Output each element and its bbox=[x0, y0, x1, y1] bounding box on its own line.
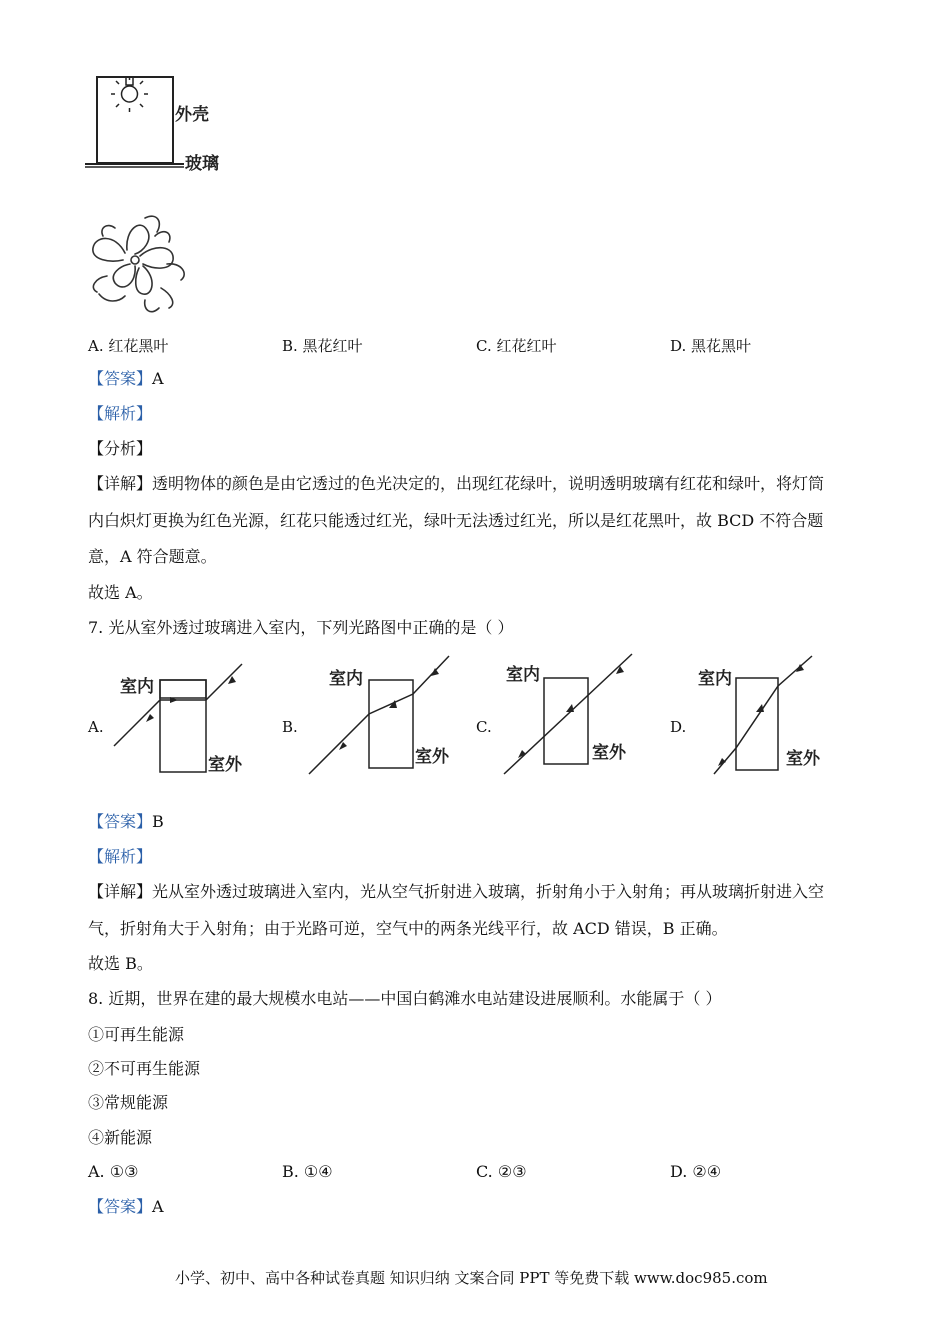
indoor-label: 室内 bbox=[698, 669, 732, 689]
indoor-label: 室内 bbox=[329, 669, 363, 689]
q6-detail-line-1 bbox=[88, 474, 824, 494]
q8-question: 8. 近期，世界在建的最大规模水电站——中国白鹤滩水电站建设进展顺利。水能属于（ ） bbox=[88, 989, 722, 1008]
q6-detail-line-2: 内白炽灯更换为红色光源，红花只能透过红光，绿叶无法透过红光，所以是红花黑叶，故 BCD 不符合题 bbox=[88, 511, 824, 530]
q6-option-d: D. 黑花黑叶 bbox=[670, 337, 752, 355]
q6-option-a: A. 红花黑叶 bbox=[88, 337, 169, 355]
indoor-label: 室内 bbox=[506, 665, 540, 685]
lamp-housing-figure bbox=[80, 70, 240, 180]
indoor-label: 室内 bbox=[120, 677, 154, 697]
footer-text: 小学、初中、高中各种试卷真题 知识归纳 文案合同 PPT 等免费下载 www.doc985.com bbox=[175, 1269, 768, 1287]
q8-item-2: ②不可再生能源 bbox=[88, 1059, 201, 1078]
q7-detail-line-2: 气，折射角大于入射角；由于光路可逆，空气中的两条光线平行，故 ACD 错误，B 正确。 bbox=[88, 919, 728, 938]
q7-diagram-c bbox=[498, 650, 658, 776]
q7-analysis-tag: 【解析】 bbox=[88, 847, 153, 866]
q6-detail-line-3: 意，A 符合题意。 bbox=[88, 547, 217, 566]
q8-item-3: ③常规能源 bbox=[88, 1093, 169, 1112]
q7-fig-c-label: C. bbox=[476, 718, 492, 736]
q7-detail-line-1 bbox=[88, 882, 824, 902]
answer-value: A bbox=[152, 369, 164, 388]
q8-option-a: A. ①③ bbox=[88, 1162, 139, 1181]
q8-option-b: B. ①④ bbox=[282, 1162, 333, 1181]
q8-item-4: ④新能源 bbox=[88, 1128, 153, 1147]
outdoor-label: 室外 bbox=[786, 749, 820, 769]
q6-option-b: B. 黑花红叶 bbox=[282, 337, 363, 355]
detail-tag: 【详解】 bbox=[88, 882, 153, 901]
detail-text: 透明物体的颜色是由它透过的色光决定的，出现红花绿叶，说明透明玻璃有红花和绿叶，将灯筒 bbox=[152, 474, 825, 493]
q6-option-c: C. 红花红叶 bbox=[476, 337, 557, 355]
q7-diagram-d bbox=[694, 652, 854, 778]
q8-option-d: D. ②④ bbox=[670, 1162, 722, 1181]
q7-diagram-a bbox=[110, 660, 260, 780]
q7-diagram-b bbox=[305, 652, 465, 778]
detail-tag: 【详解】 bbox=[88, 474, 153, 493]
answer-tag: 【答案】 bbox=[88, 1197, 153, 1216]
q6-answer bbox=[88, 369, 164, 389]
q7-fig-a-label: A. bbox=[88, 718, 104, 736]
outdoor-label: 室外 bbox=[208, 755, 242, 775]
q7-answer bbox=[88, 812, 164, 832]
detail-text: 光从室外透过玻璃进入室内，光从空气折射进入玻璃，折射角小于入射角；再从玻璃折射进入空 bbox=[152, 882, 825, 901]
shell-label: 外壳 bbox=[175, 105, 209, 125]
q7-fig-d-label: D. bbox=[670, 718, 687, 736]
q8-answer bbox=[88, 1197, 164, 1217]
flower-figure bbox=[85, 208, 195, 320]
answer-tag: 【答案】 bbox=[88, 812, 153, 831]
answer-tag: 【答案】 bbox=[88, 369, 153, 388]
q6-conclusion: 故选 A。 bbox=[88, 583, 153, 602]
q8-item-1: ①可再生能源 bbox=[88, 1025, 185, 1044]
housing-outline bbox=[97, 77, 173, 163]
q7-question: 7. 光从室外透过玻璃进入室内，下列光路图中正确的是（ ） bbox=[88, 618, 514, 637]
q7-fig-b-label: B. bbox=[282, 718, 298, 736]
q7-conclusion: 故选 B。 bbox=[88, 954, 153, 973]
outdoor-label: 室外 bbox=[592, 743, 626, 763]
q6-fenxi-tag: 【分析】 bbox=[88, 439, 153, 458]
glass-label: 玻璃 bbox=[185, 154, 219, 174]
light-bulb-icon bbox=[111, 76, 148, 112]
q8-option-c: C. ②③ bbox=[476, 1162, 527, 1181]
q6-analysis-tag: 【解析】 bbox=[88, 404, 153, 423]
answer-value: A bbox=[152, 1197, 164, 1216]
outdoor-label: 室外 bbox=[415, 747, 449, 767]
answer-value: B bbox=[152, 812, 164, 831]
